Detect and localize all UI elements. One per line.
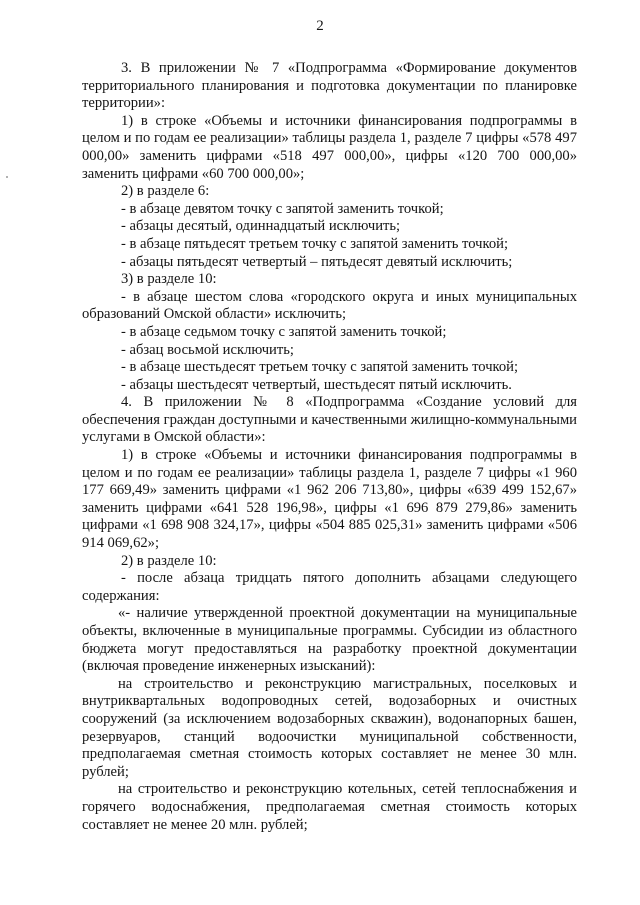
paragraph-dash-item: - в абзаце шестом слова «городского округа и иных муниципальных образований Омской области» исключить; [82, 288, 577, 323]
paragraph-quoted-text: на строительство и реконструкцию магистральных, поселковых и внутриквартальных водопроводных сетей, водозаборных и очистных сооружений (за исключением водозаборных скважин), водонапорных башен, резервуаров, станций водоочистки муниципальной собственности, предполагаемая сметная стоимость которых составляет не менее 30 млн. рублей; [82, 675, 577, 780]
paragraph-quoted-text: «- наличие утвержденной проектной документации на муниципальные объекты, включенные в муниципальные программы. Субсидии из областного бюджета могут предоставляться на разработку проектной документации (включая проведение инженерных изысканий): [82, 605, 577, 675]
paragraph-item-3-heading: 3. В приложении № 7 «Подпрограмма «Формирование документов территориального планирования и подготовка документации по планировке территории»: [82, 60, 577, 112]
paragraph-item-4-heading: 4. В приложении № 8 «Подпрограмма «Создание условий для обеспечения граждан доступными и качественными жилищно-коммунальными услугами в Омской области»: [82, 394, 577, 446]
paragraph-dash-item: - в абзаце пятьдесят третьем точку с запятой заменить точкой; [121, 235, 509, 252]
paragraph-quoted-text: на строительство и реконструкцию котельных, сетей теплоснабжения и горячего водоснабжения, предполагаемая сметная стоимость которых составляет не менее 20 млн. рублей; [82, 781, 577, 833]
paragraph-subitem-1: 1) в строке «Объемы и источники финансирования подпрограммы в целом и по годам ее реализации» таблицы раздела 1, разделе 7 цифры «578 497 000,00» заменить цифрами «518 497 000,00», цифры «120 700 000,00» заменить цифрами «60 700 000,00»; [82, 112, 577, 182]
scan-dot [6, 176, 8, 178]
paragraph-subitem-1: 1) в строке «Объемы и источники финансирования подпрограммы в целом и по годам ее реализации» таблицы раздела 1, разделе 7 цифры «1 960 177 669,49» заменить цифрами «1 962 206 713,80», цифры «639 499 152,67» заменить цифрами «641 528 196,98», цифры «1 696 879 279,86» заменить цифрами «1 698 908 324,17», цифры «504 885 025,31» заменить цифрами «506 914 069,62»; [82, 447, 577, 552]
paragraph-subitem-2: 2) в разделе 10: [121, 552, 217, 569]
paragraph-dash-item: - в абзаце седьмом точку с запятой заменить точкой; [121, 323, 447, 340]
page-number: 2 [316, 18, 324, 34]
paragraph-dash-item: - в абзаце шестьдесят третьем точку с запятой заменить точкой; [121, 359, 519, 376]
paragraph-dash-item: - после абзаца тридцать пятого дополнить абзацами следующего содержания: [82, 570, 577, 604]
paragraph-dash-item: - абзацы шестьдесят четвертый, шестьдесят пятый исключить. [121, 376, 512, 393]
paragraph-subitem-3: 3) в разделе 10: [121, 271, 217, 288]
paragraph-subitem-2: 2) в разделе 6: [121, 183, 210, 200]
document-body [82, 60, 577, 834]
paragraph-dash-item: - абзацы пятьдесят четвертый – пятьдесят девятый исключить; [121, 253, 513, 270]
paragraph-dash-item: - абзацы десятый, одиннадцатый исключить; [121, 218, 401, 235]
paragraph-dash-item: - в абзаце девятом точку с запятой заменить точкой; [121, 200, 444, 217]
paragraph-dash-item: - абзац восьмой исключить; [121, 341, 294, 358]
